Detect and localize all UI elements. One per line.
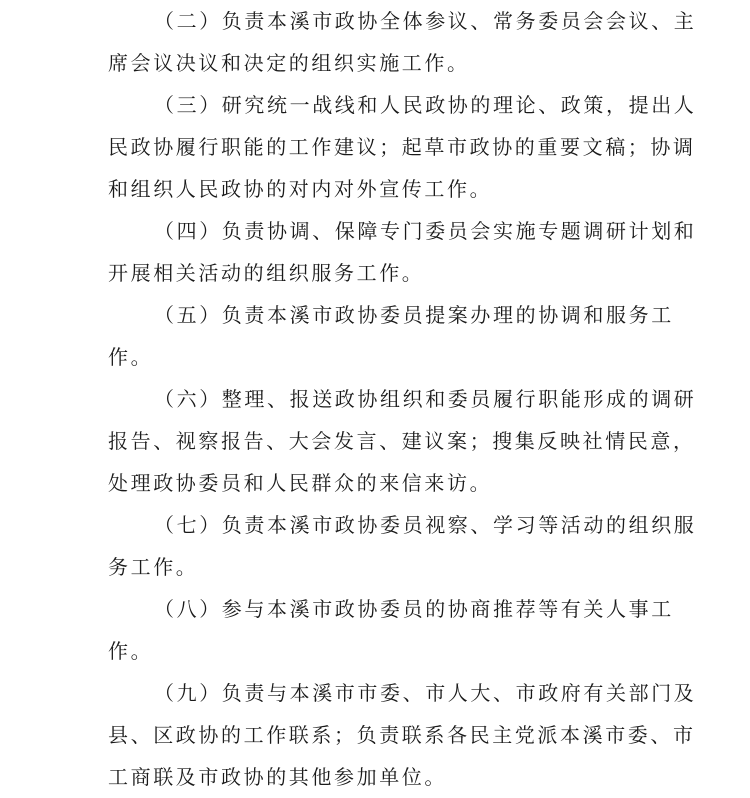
paragraph-6 (108, 378, 697, 504)
paragraph-3 (108, 84, 697, 210)
paragraph-9 (108, 672, 697, 798)
paragraph-5 (108, 294, 674, 378)
paragraph-7 (108, 504, 697, 588)
paragraph-line: 作。 (108, 639, 154, 663)
paragraph-line: （八）参与本溪市政协委员的协商推荐等有关人事工 (154, 597, 674, 621)
paragraph-line: 县、区政协的工作联系；负责联系各民主党派本溪市委、市 (108, 723, 696, 747)
document-body (108, 0, 697, 798)
paragraph-4 (108, 210, 697, 294)
paragraph-line: 报告、视察报告、大会发言、建议案；搜集反映社情民意， (108, 429, 696, 453)
paragraph-2 (108, 0, 697, 84)
paragraph-line: （三）研究统一战线和人民政协的理论、政策，提出人 (154, 93, 697, 117)
paragraph-line: （七）负责本溪市政协委员视察、学习等活动的组织服 (154, 513, 697, 537)
paragraph-line: 席会议决议和决定的组织实施工作。 (108, 51, 470, 75)
paragraph-line: （二）负责本溪市政协全体参议、常务委员会会议、主 (154, 9, 697, 33)
paragraph-line: 工商联及市政协的其他参加单位。 (108, 765, 447, 789)
paragraph-line: 开展相关活动的组织服务工作。 (108, 261, 425, 285)
paragraph-line: （五）负责本溪市政协委员提案办理的协调和服务工 (154, 303, 674, 327)
paragraph-line: （九）负责与本溪市市委、市人大、市政府有关部门及 (154, 681, 697, 705)
paragraph-line: 务工作。 (108, 555, 199, 579)
paragraph-line: （四）负责协调、保障专门委员会实施专题调研计划和 (154, 219, 697, 243)
paragraph-line: 作。 (108, 345, 154, 369)
paragraph-line: 民政协履行职能的工作建议；起草市政协的重要文稿；协调 (108, 135, 696, 159)
paragraph-8 (108, 588, 674, 672)
paragraph-line: （六）整理、报送政协组织和委员履行职能形成的调研 (154, 387, 697, 411)
paragraph-line: 和组织人民政协的对内对外宣传工作。 (108, 177, 493, 201)
paragraph-line: 处理政协委员和人民群众的来信来访。 (108, 471, 493, 495)
